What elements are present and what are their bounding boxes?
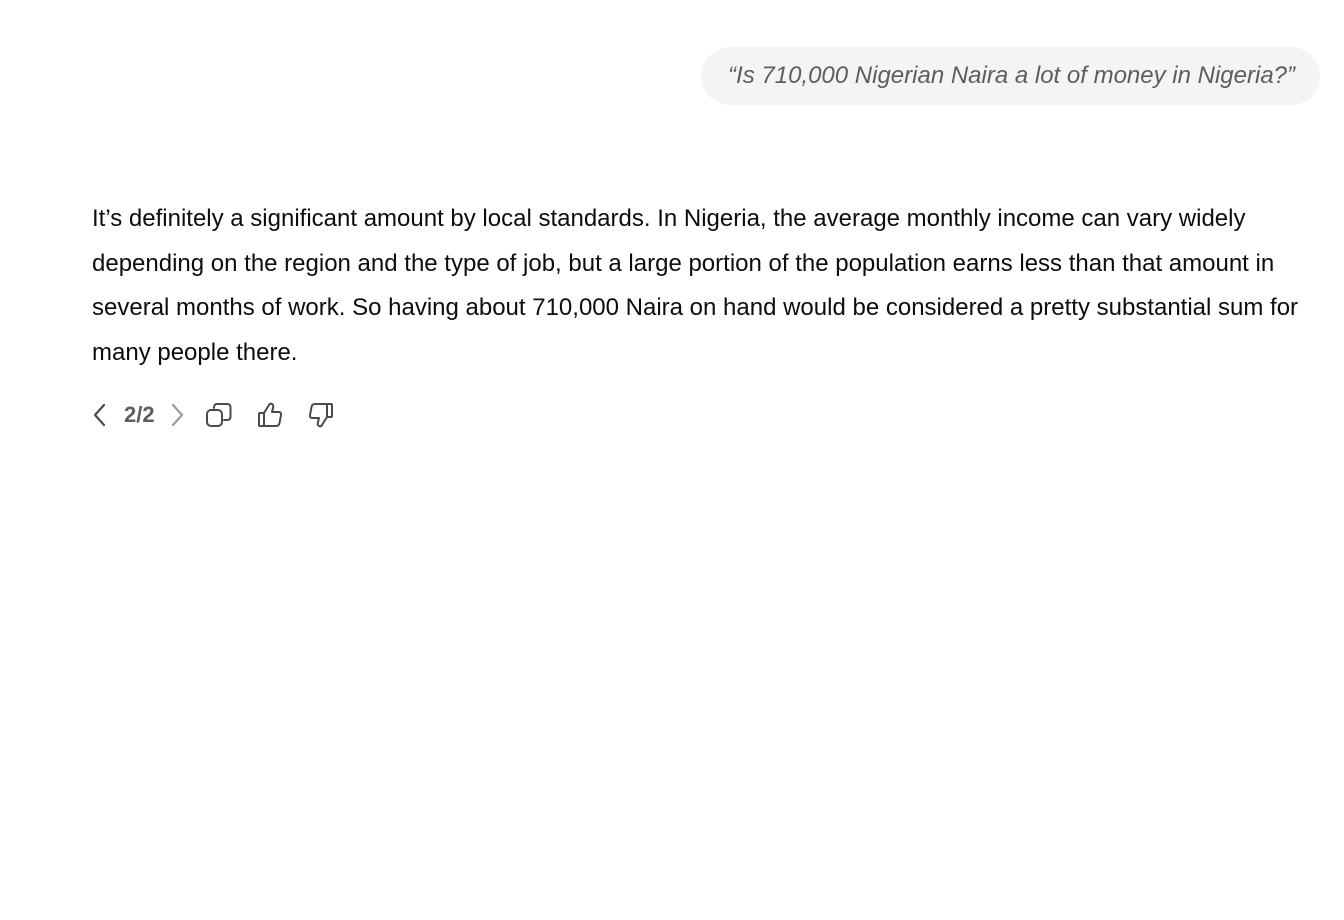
- chevron-left-icon: [90, 402, 110, 428]
- user-message-bubble: [701, 47, 1320, 105]
- assistant-message: [92, 197, 1312, 376]
- assistant-message-text: It’s definitely a significant amount by local standards. In Nigeria, the average monthly income can vary widely depending on the region and the type of job, but a large portion of the population earns less than that amount in several months of work. So having about 710,000 Naira on hand would be considered a pretty substantial sum for many people there.: [92, 205, 1299, 367]
- dislike-button[interactable]: [307, 397, 335, 433]
- thumbs-up-icon: [256, 401, 284, 429]
- chevron-right-icon: [167, 402, 187, 428]
- thumbs-down-icon: [307, 401, 335, 429]
- previous-response-button[interactable]: [86, 397, 114, 433]
- like-button[interactable]: [256, 397, 284, 433]
- copy-icon: [205, 401, 233, 429]
- copy-button[interactable]: [205, 397, 233, 433]
- user-message-text: “Is 710,000 Nigerian Naira a lot of money in Nigeria?”: [728, 62, 1295, 89]
- message-action-toolbar: [86, 397, 335, 433]
- next-response-button[interactable]: [163, 397, 191, 433]
- response-pager-count: 2/2: [124, 402, 155, 427]
- user-message-row: [701, 47, 1320, 105]
